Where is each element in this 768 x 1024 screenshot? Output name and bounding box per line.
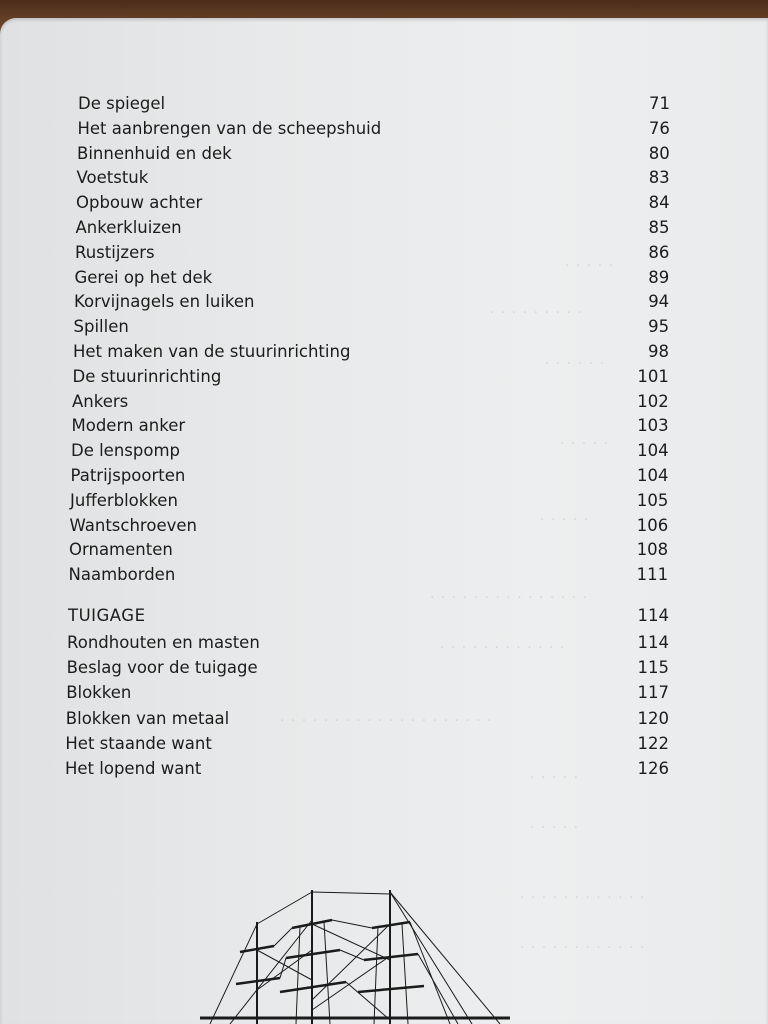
- toc-entry-page-number: 103: [637, 416, 669, 436]
- toc-entry-label: Ankers: [72, 391, 129, 411]
- toc-entry: [65, 757, 669, 781]
- toc-entry-page-number: 114: [637, 633, 669, 652]
- toc-entry-page-number: 71: [649, 94, 670, 113]
- toc-entry: [69, 563, 669, 587]
- toc-entry: [66, 681, 669, 705]
- toc-entry-label: Blokken van metaal: [65, 708, 230, 728]
- toc-entry-page-number: 102: [637, 391, 669, 411]
- toc-entry-label: Het aanbrengen van de scheepshuid: [77, 118, 382, 138]
- toc-entry-label: Voetstuk: [76, 168, 149, 188]
- toc-entry: [76, 216, 670, 240]
- toc-entry-label: Rustijzers: [75, 242, 155, 262]
- toc-entry-label: Wantschroeven: [69, 515, 197, 535]
- toc-entry: [78, 117, 670, 141]
- toc-entry-page-number: 80: [648, 143, 670, 163]
- toc-entry-label: Patrijspoorten: [70, 466, 186, 485]
- toc-entry: [70, 514, 669, 538]
- toc-entry: [75, 241, 669, 265]
- toc-entry-page-number: 108: [636, 540, 669, 560]
- toc-entry-label: De spiegel: [78, 94, 166, 113]
- toc-entry-label: Rondhouten en masten: [67, 633, 260, 652]
- toc-entry: [73, 340, 669, 364]
- toc-entry-label: De lenspomp: [71, 441, 181, 461]
- toc-entry-page-number: 95: [648, 317, 670, 337]
- toc-entry: [74, 290, 669, 314]
- toc-entry-label: Korvijnagels en luiken: [74, 292, 255, 312]
- toc-entry-label: Ankerkluizen: [75, 218, 182, 237]
- toc-entry-page-number: 98: [648, 342, 669, 361]
- toc-entry: [72, 414, 669, 438]
- toc-entry-page-number: 104: [637, 466, 669, 485]
- toc-entry-page-number: 105: [636, 490, 669, 510]
- toc-entry: [67, 631, 669, 655]
- toc-entry-page-number: 85: [648, 218, 670, 237]
- toc-entry: [77, 142, 670, 166]
- toc-entry-label: Blokken: [66, 683, 132, 703]
- toc-entry-page-number: 114: [637, 606, 669, 625]
- toc-entry: [73, 365, 669, 389]
- toc-entry-page-number: 86: [648, 242, 670, 262]
- toc-entry-label: TUIGAGE: [68, 606, 146, 625]
- toc-entry-page-number: 101: [637, 366, 669, 386]
- toc-entry: [69, 538, 668, 562]
- toc-entry-label: Modern anker: [71, 416, 186, 436]
- toc-entry-label: Het staande want: [65, 733, 212, 753]
- toc-entry-label: Jufferblokken: [70, 490, 178, 510]
- toc-entry-label: Het lopend want: [65, 759, 202, 778]
- toc-entry: [71, 439, 669, 463]
- toc-entry-label: Het maken van de stuurinrichting: [73, 342, 351, 361]
- toc-entry-label: Ornamenten: [69, 540, 173, 560]
- toc-entry: [65, 732, 669, 756]
- toc-entry-page-number: 83: [648, 168, 670, 188]
- sailing-ship-illustration: [200, 880, 510, 1024]
- toc-entry-page-number: 117: [637, 683, 669, 703]
- toc-entry: [77, 166, 670, 190]
- toc-entry-label: Spillen: [73, 317, 129, 337]
- toc-entry-page-number: 126: [637, 759, 669, 778]
- toc-entry-label: Naamborden: [68, 565, 176, 585]
- toc-entry: [68, 604, 669, 628]
- toc-entry: [71, 464, 669, 488]
- toc-entry-label: Beslag voor de tuigage: [66, 658, 258, 678]
- toc-entry-page-number: 106: [636, 515, 669, 535]
- toc-entry: [74, 315, 670, 339]
- toc-entry-page-number: 76: [648, 118, 670, 138]
- toc-entry-label: Opbouw achter: [76, 193, 203, 213]
- toc-entry-page-number: 115: [637, 658, 669, 678]
- toc-entry-label: Binnenhuid en dek: [77, 143, 232, 163]
- toc-entry: [78, 92, 670, 116]
- toc-entry: [70, 489, 668, 513]
- toc-entry-page-number: 104: [637, 441, 669, 461]
- toc-entry-page-number: 120: [637, 708, 669, 728]
- toc-entry: [66, 707, 669, 731]
- toc-entry-page-number: 94: [648, 292, 670, 312]
- toc-entry-page-number: 89: [648, 267, 670, 287]
- toc-entry: [67, 656, 669, 680]
- toc-entry-label: Gerei op het dek: [74, 267, 213, 287]
- toc-entry: [75, 266, 670, 290]
- toc-entry: [76, 191, 670, 215]
- toc-entry-page-number: 122: [637, 733, 669, 753]
- toc-entry-page-number: 84: [648, 193, 670, 213]
- toc-entry-label: De stuurinrichting: [72, 366, 222, 386]
- toc-entry: [72, 390, 669, 414]
- toc-entry-page-number: 111: [636, 565, 669, 585]
